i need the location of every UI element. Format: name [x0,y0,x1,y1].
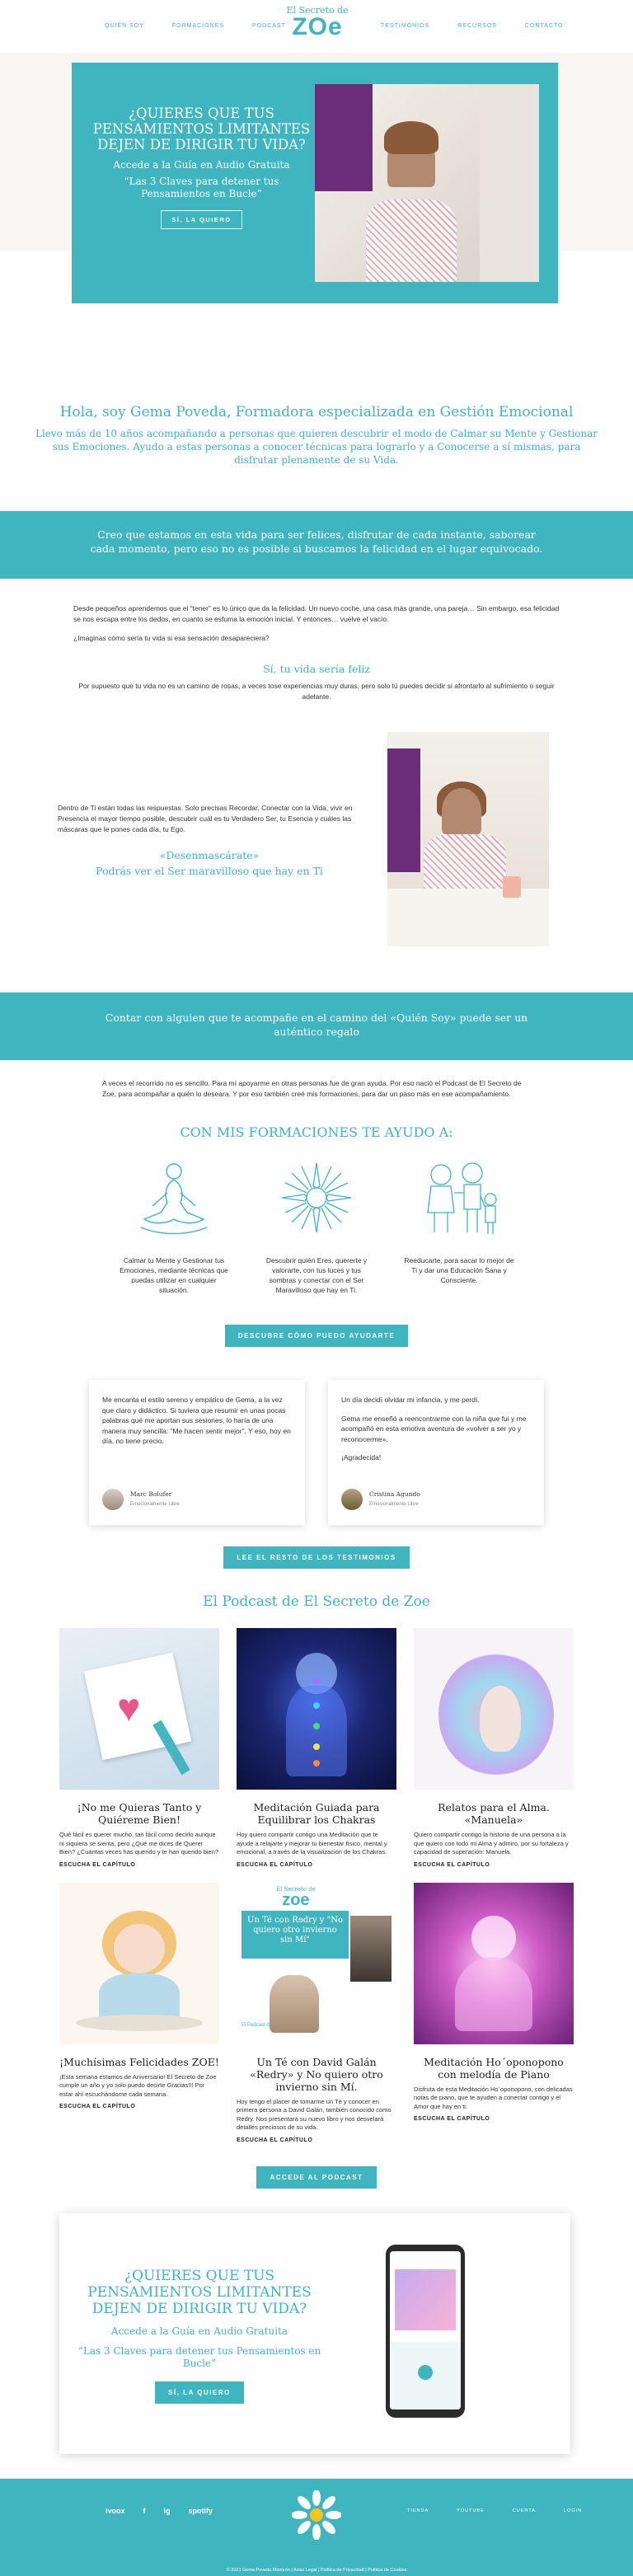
podcast-item[interactable] [59,1883,219,2143]
nav-quien-soy[interactable]: QUIÉN SOY [105,23,144,29]
podcast-item[interactable] [237,1883,396,2143]
testimonials-button-row [0,1546,633,1569]
episode-footer: El Podcast de [241,2022,273,2028]
feature-ser [261,1160,373,1295]
formations-intro [102,1078,531,1100]
podcast-image-chakras [237,1628,396,1790]
episode-banner: Un Té con Rɘdry y "No quiero otro invierno sin Mí" [241,1911,349,1959]
episode-logo-small: El Secreto de [276,1885,316,1893]
podcast-item-text: Qué fácil es querer mucho, tan fácil como decirlo aunque ni siquiera se sienta, pero ¿Qué me dices de Querer Bien? ¿Cuántas veces has querido y te han querido bien? [59,1831,219,1856]
cta-quote: “Las 3 Claves para detener tus Pensamientos en Bucle” [77,2344,321,2369]
formations-intro-text: A veces el recorrido no es sencillo. Para mí apoyarme en otras personas fue de gran ayuda. Por eso nació el Podcast de El Secreto de Zoe, para acompañar a quién lo deseara. Y por eso también creé mis formaciones, para dar un paso más en ese acompañamiento. [102,1079,522,1098]
story-text-left [58,803,361,876]
nav-right [381,23,564,29]
podcast-button-row [0,2166,633,2189]
daisy-logo-icon[interactable] [292,2490,341,2540]
story-p1: Desde pequeños aprendemos que el “tener” es lo único que da la felicidad. Un nuevo coche, una casa más grande, una pareja… Sin embargo, esa felicidad se nos escapa entre los dedos, en cuanto se esfuma la emoción inicial. Y entonces… vuelve el vacío. [73,604,560,623]
feature-educacion [404,1160,515,1295]
episode-logo [276,1886,316,1907]
podcast-image-heart [59,1628,219,1790]
story-p2: ¿Imaginas cómo sería tu vida si esa sensación desapareciera? [73,634,270,642]
story-highlight: Sí, tu vida sería feliz [263,663,370,675]
podcast-image-watercolor [414,1628,574,1790]
quote-band-1 [0,511,633,579]
podcast-item-title: ¡No me Quieras Tanto y Quiéreme Bien! [77,1801,202,1826]
story-p5: «Desenmascárate» [159,849,260,861]
nav-podcast[interactable]: PODCAST [252,23,286,29]
footer-nav [407,2508,582,2513]
podcast-item-title: Un Té con David Galán «Redry» y No quiero otro invierno sin Mí. [250,2055,383,2093]
intro-text: Llevo más de 10 años acompañando a personas que quieren descubrir el modo de Calmar su Mente y Gestionar sus Emociones. Ayudo a estas personas a conocer técnicas para lograrlo y a Conocerse a sí mismas, para disfrutar plenamente de su Vida. [35,428,598,466]
nav-testimonios[interactable]: TESTIMONIOS [381,23,430,29]
cta-subtitle: Accede a la Guía en Audio Gratuita [110,2325,288,2337]
footer-nav-login[interactable]: LOGIN [563,2508,583,2513]
author-name: Cristina Agundo [369,1490,420,1498]
podcast-item[interactable] [414,1628,574,1868]
site-logo[interactable] [282,5,353,39]
formations-features [0,1160,633,1295]
cta-card [59,2213,570,2454]
podcast-item[interactable] [237,1628,396,1868]
feature-educacion-text: Reeducarte, para sacar lo mejor de Ti y dar una Educación Sana y Consciente. [404,1256,514,1284]
hero-box [72,63,558,303]
discover-button[interactable]: DESCUBRE CÓMO PUEDO AYUDARTE [225,1325,408,1347]
family-icon [418,1160,500,1237]
author-role: Emocionalmente Libre [369,1502,419,1507]
podcast-image-redry [237,1883,396,2044]
author-role: Emocionalmente Libre [130,1502,180,1507]
hero-cta-button[interactable]: SÍ, LA QUIERO [161,210,241,229]
intro-title: Hola, soy Gema Poveda, Formadora especializada en Gestión Emocional [59,404,574,420]
listen-link[interactable]: ESCUCHA EL CAPÍTULO [414,2116,490,2122]
podcast-item-text: Quiero compartir contigo la historia de una persona a la que quiero con todo mi Alma y admiro, por su fortaleza y capacidad de superación: Manuela. [414,1831,569,1856]
site-header [0,0,633,53]
podcast-item[interactable] [414,1883,574,2143]
podcast-item-title: Meditación Ho´oponopono con melodía de Piano [424,2055,564,2081]
band-2-text: Contar con alguien que te acompañe en el camino del «Quién Soy» puede ser un auténtico regalo [105,1011,528,1038]
social-links [106,2507,213,2515]
play-icon [418,2365,433,2380]
story-section [73,603,560,702]
listen-link[interactable]: ESCUCHA EL CAPÍTULO [237,1861,313,1868]
testimonial-text: Un día decidí olvidar mi infancia, y me perdí. [341,1396,480,1404]
podcast-item-title: Relatos para el Alma. «Manuela» [438,1801,550,1826]
quote-band-2 [0,992,633,1060]
podcast-item-text: Hoy quiero compartir contigo una Meditación que te ayude a relajarte y mejorar tu bienestar físico, mental y emocional, a través de la visualización de los Chakras. [237,1831,387,1856]
facebook-icon[interactable]: f [143,2506,146,2515]
testimonials [0,1380,633,1525]
listen-link[interactable]: ESCUCHA EL CAPÍTULO [237,2137,313,2143]
podcast-image-girl [59,1883,219,2044]
phone-screen [390,2251,461,2409]
nav-contacto[interactable]: CONTACTO [524,23,564,29]
testimonial-text: ¡Agradecida! [341,1453,382,1462]
ivoox-icon[interactable]: ivoox [106,2506,125,2515]
cta-button[interactable]: SÍ, LA QUIERO [155,2381,244,2404]
logo-small-text: El Secreto de [286,5,349,16]
hero-text [88,106,315,229]
podcast-item-title: Meditación Guiada para Equilibrar los Chakras [253,1801,380,1826]
hero-section [0,53,633,330]
footer-nav-youtube[interactable]: YOUTUBE [457,2508,485,2513]
formations-title: CON MIS FORMACIONES TE AYUDO A: [180,1124,453,1140]
podcast-item[interactable] [59,1628,219,1868]
story-p4: Dentro de Ti están todas las respuestas. Solo precisas Recordar, Conectar con la Vida, vivir en Presencia el mayor tiempo posible, descubrir cuál es tu Verdadero Ser, tu Esencia y cuáles las máscaras que le pones cada día, tu Ego. [58,804,353,833]
copyright: © 2021 Gema Poveda Monleón | Aviso Legal | Política de Privacidad | Política de Cookies [226,2567,407,2573]
podcast-item-title: ¡Muchísimas Felicidades ZOE! [59,2055,219,2068]
cta-text [76,2268,323,2404]
nav-recursos[interactable]: RECURSOS [457,23,497,29]
feature-ser-text: Descubrir quién Eres, quererte y valorarte, con tus luces y tus sombras y conectar con el Ser Maravilloso que hay en Ti. [265,1256,368,1294]
story-photo-row [0,732,633,973]
hero-subtitle: Accede a la Guía en Audio Gratuita [113,159,290,171]
footer-nav-cuenta[interactable]: CUENTA [512,2508,536,2513]
story-photo [387,732,549,946]
cta-section [0,2213,633,2454]
nav-formaciones[interactable]: FORMACIONES [171,23,225,29]
podcast-image-hooponopono [414,1883,574,2044]
feature-mente [119,1160,230,1295]
testimonial-card [328,1380,544,1525]
testimonial-text: Gema me enseñó a reencontrarme con la niña que fui y me acompañó en esta emotiva aventura de «volver a ser yo y reconocerme». [341,1414,527,1443]
listen-link[interactable]: ESCUCHA EL CAPÍTULO [59,1861,136,1868]
podcast-title: El Podcast de El Secreto de Zoe [203,1593,430,1610]
episode-logo-big: zoe [282,1890,310,1909]
logo-big-text: ZOe [292,13,343,40]
instagram-icon[interactable]: ig [163,2506,171,2515]
story-p6: Podrás ver el Ser maravilloso que hay en Ti [96,865,323,877]
hero-title: ¿QUIERES QUE TUS PENSAMIENTOS LIMITANTES DEJEN DE DIRIGIR TU VIDA? [92,106,311,152]
avatar [102,1489,124,1510]
podcast-item-text: ¡Esta semana estamos de Aniversario! El Secreto de Zoe cumple un año y yo solo puedo decirte Gracias!!! Por estar ahí escuchándome cada semana. [59,2072,217,2098]
nav-left [105,23,286,29]
more-testimonials-button[interactable]: LEE EL RESTO DE LOS TESTIMONIOS [223,1546,409,1569]
listen-link[interactable]: ESCUCHA EL CAPÍTULO [414,1861,490,1868]
podcast-button[interactable]: ACCEDE AL PODCAST [256,2166,376,2189]
footer-nav-tienda[interactable]: TIENDA [407,2508,429,2513]
site-footer [0,2479,633,2576]
phone-mockup [386,2245,465,2418]
meditation-icon [136,1160,212,1237]
podcast-item-text: Disfruta de esta Meditación Ho´oponopono, con delicadas notas de piano, que te ayuden a conectar contigo y el Amor que hay en ti. [414,2085,573,2110]
testimonial-text: Me encanta el estilo sereno y empático de Gema, a la vez que claro y didáctico. Si tuviera que resumir en unas pocas palabras qué me aportan sus sesiones, lo haría de una manera muy sencilla: “Me hacen sentir mejor”. Y eso, hoy en día, no tiene precio. [102,1396,291,1445]
hero-photo [315,84,539,282]
listen-link[interactable]: ESCUCHA EL CAPÍTULO [59,2104,136,2109]
band-1-text: Creo que estamos en esta vida para ser felices, disfrutar de cada instante, saborear cada momento, pero eso no es posible si buscamos la felicidad en el lugar equivocado. [90,528,543,555]
cta-title: ¿QUIERES QUE TUS PENSAMIENTOS LIMITANTES DEJEN DE DIRIGIR TU VIDA? [87,2267,312,2317]
intro-section [0,330,633,467]
testimonial-author [341,1489,420,1510]
testimonial-card [89,1380,305,1525]
testimonial-author [102,1489,180,1510]
spotify-icon[interactable]: spotify [188,2506,213,2515]
heart-icon: ♥ [117,1687,141,1730]
podcast-grid [59,1628,574,2158]
story-p3: Por supuesto que tu vida no es un camino de rosas, a veces tose experiencias muy duras, pero solo tú puedes decidir si afrontarlo al sufrimiento o seguir adelante. [78,682,555,701]
hero-quote: “Las 3 Claves para detener tus Pensamientos en Bucle” [124,176,279,199]
feature-mente-text: Calmar tu Mente y Gestionar tus Emociones, mediante técnicas que puedas utilizar en cualquier situación. [120,1256,228,1294]
avatar [341,1489,363,1510]
formations-button-row [0,1325,633,1347]
author-name: Marc Bolufer [130,1490,172,1498]
podcast-item-text: Hoy tengo el placer de tomarme un Té y conocer en primera persona a David Galán, también conocido como Redry. Nos presentará su nuevo libro y nos desvelará detalles preciosos de su vida. [237,2097,392,2131]
flower-icon [279,1160,354,1237]
